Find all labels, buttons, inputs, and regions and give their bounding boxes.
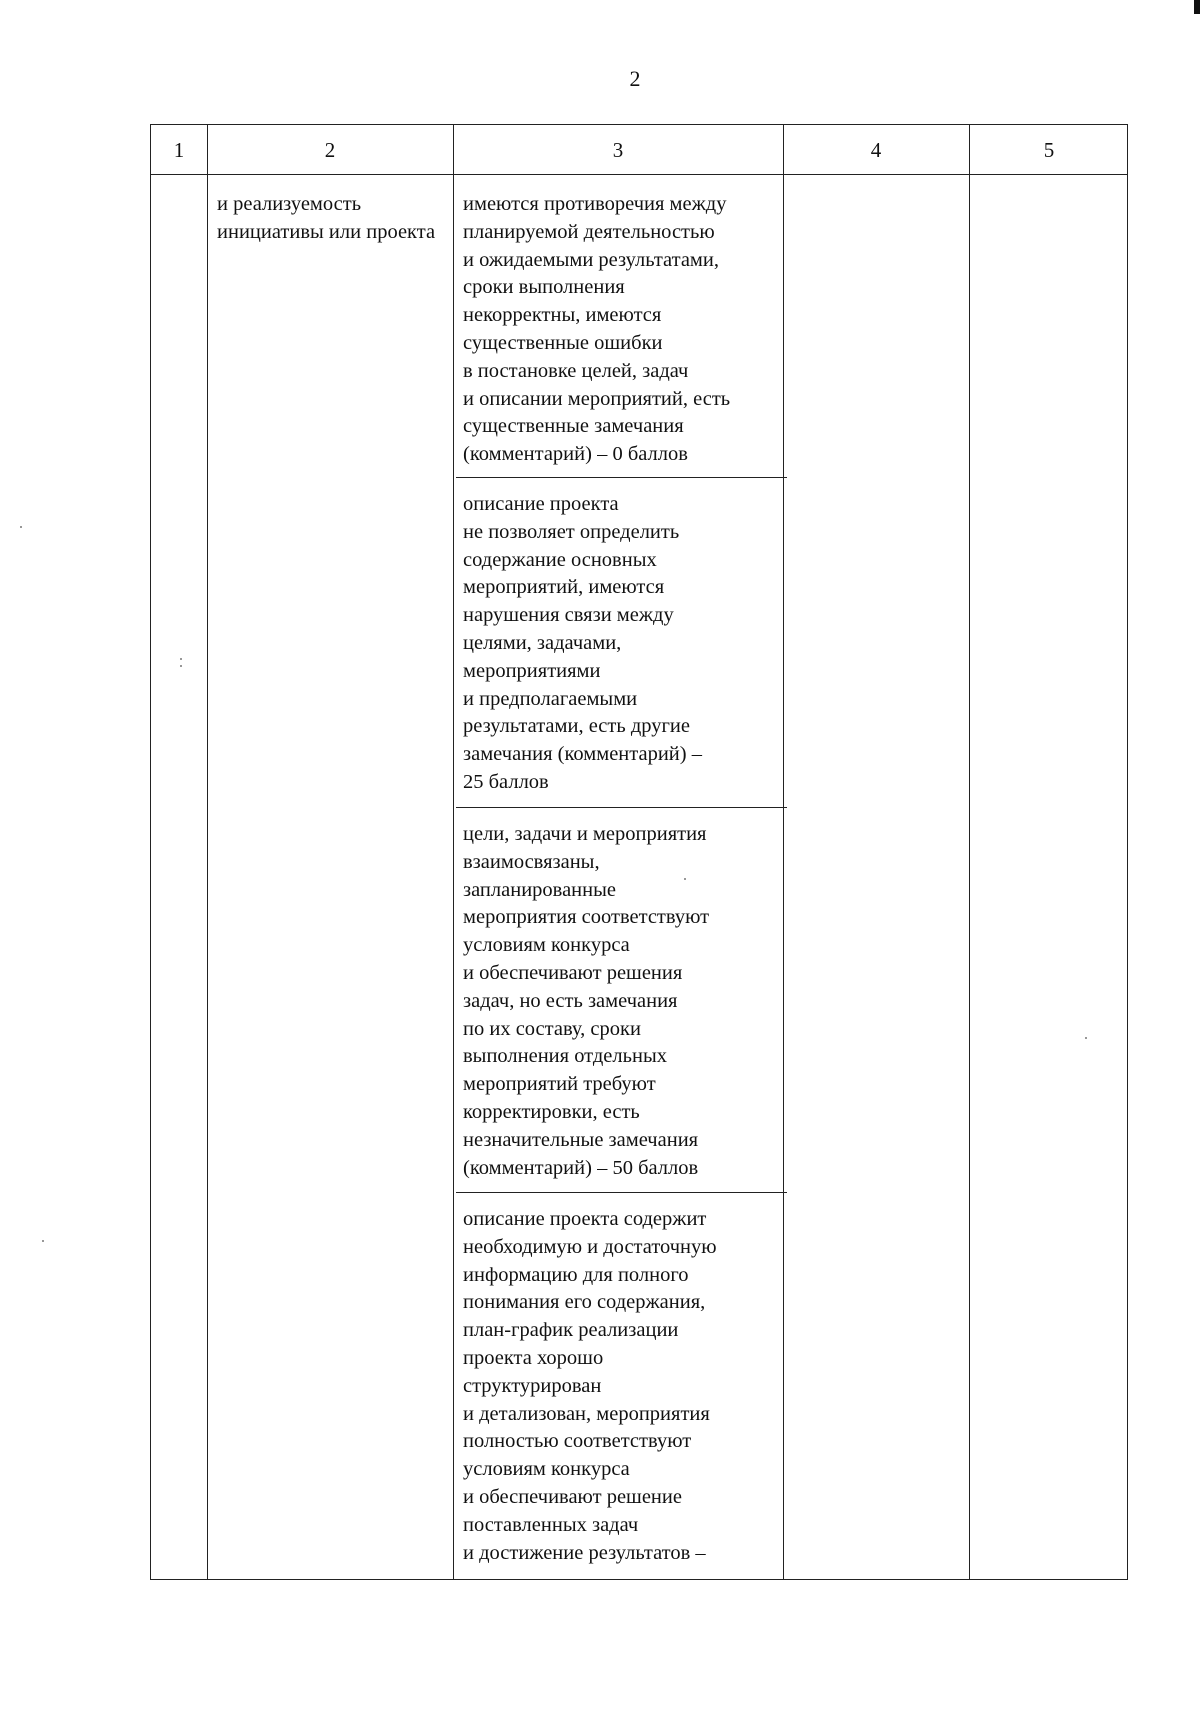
header-cell-3: 3 [612, 137, 624, 162]
scan-speck [180, 665, 182, 667]
header-cell-4: 4 [870, 137, 882, 162]
criteria-table [150, 124, 1128, 1580]
criterion-level-25: описание проекта не позволяет определить содержание основных мероприятий, имеются нарушения связи между целями, задачами, мероприятиями и предполагаемыми результатами, есть другие замечания (комментарий) – 25 баллов [463, 493, 702, 793]
cell-separator [456, 477, 787, 478]
criterion-level-50: цели, задачи и мероприятия взаимосвязаны, запланированные мероприятия соответствуют условиям конкурса и обеспечивают решения задач, но есть замечания по их составу, сроки выполнения отдельных мероприятий требуют корректировки, есть незначительные замечания (комментарий) – 50 баллов [463, 823, 710, 1179]
column-divider [783, 125, 784, 1579]
page-number: 2 [629, 66, 641, 91]
header-cell-2: 2 [324, 137, 336, 162]
column-divider [453, 125, 454, 1579]
column-divider [207, 125, 208, 1579]
header-cell-1: 1 [173, 137, 185, 162]
scan-speck [684, 878, 686, 880]
scan-speck [1085, 1037, 1087, 1039]
column-divider [969, 125, 970, 1579]
cell-separator [456, 1192, 787, 1193]
criterion-level-0: имеются противоречия между планируемой деятельностью и ожидаемыми результатами, сроки выполнения некорректны, имеются существенные ошибки в постановке целей, задач и описании мероприятий, есть существенные замечания (комментарий) – 0 баллов [463, 193, 731, 466]
table-header-row [151, 125, 1127, 175]
header-cell-5: 5 [1043, 137, 1055, 162]
criterion-name: и реализуемость инициативы или проекта [217, 193, 436, 243]
scan-speck [180, 658, 182, 660]
scan-corner-mark [1194, 0, 1200, 14]
cell-separator [456, 807, 787, 808]
scan-speck [20, 526, 22, 528]
criterion-level-top: описание проекта содержит необходимую и достаточную информацию для полного понимания его содержания, план-график реализации проекта хорошо структурирован и детализован, мероприятия полностью соответствуют условиям конкурса и обеспечивают решение поставленных задач и достижение результатов – [463, 1208, 717, 1564]
scan-speck [42, 1240, 44, 1242]
